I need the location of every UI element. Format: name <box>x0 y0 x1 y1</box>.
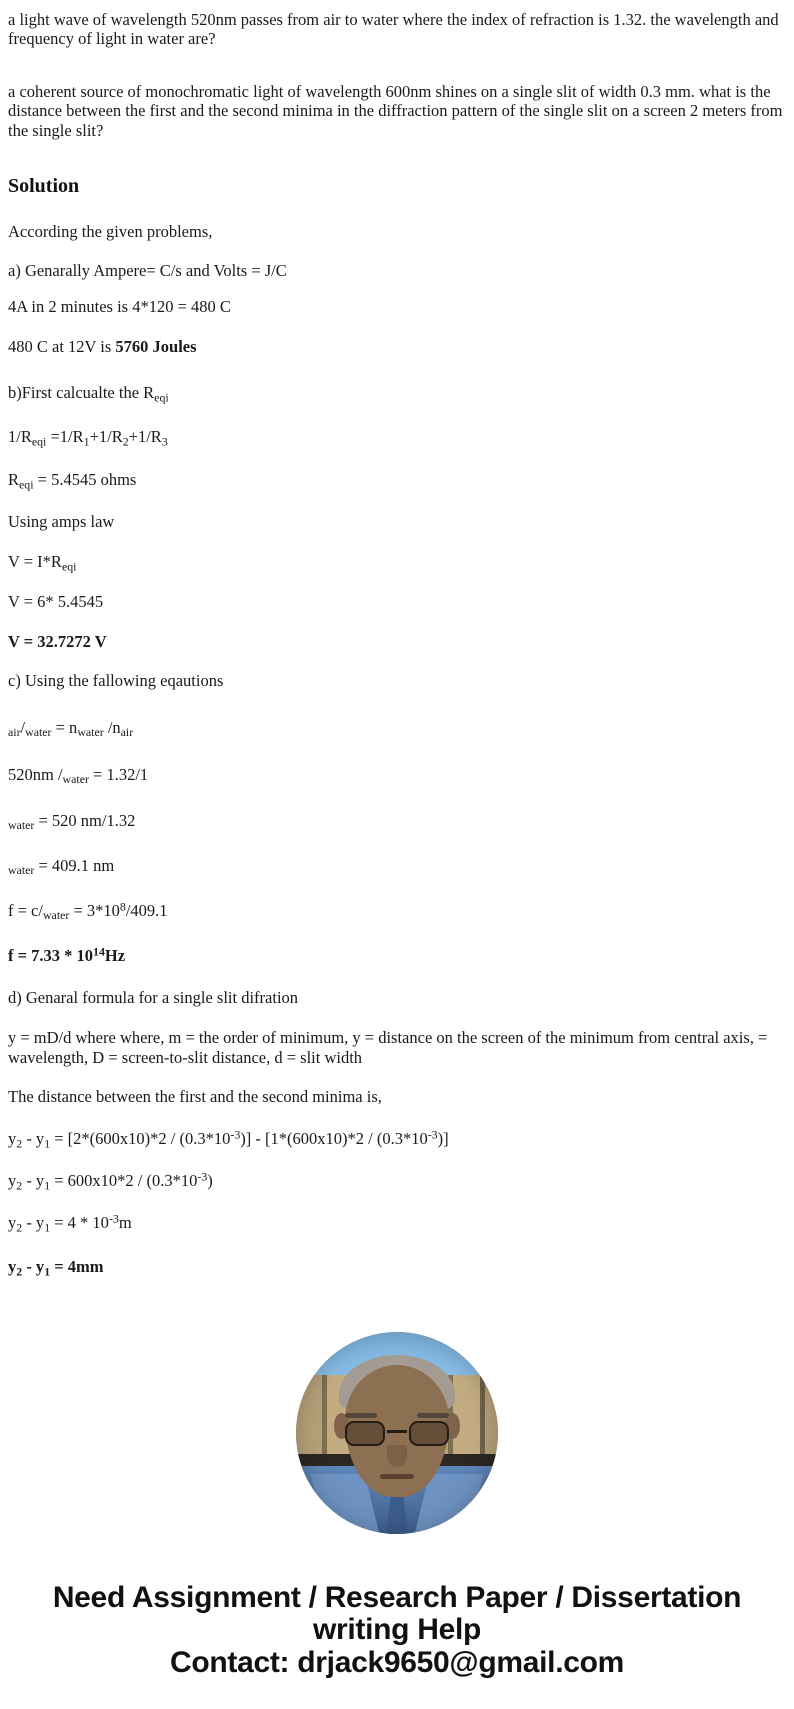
part-a-answer: 5760 Joules <box>115 337 197 357</box>
part-c-equation-2 <box>8 760 786 785</box>
part-a-line-2 <box>8 337 786 357</box>
eq-c5-t2: = 3*10 <box>69 900 120 920</box>
eq-b1-t4: +1/R <box>128 426 162 446</box>
part-c-equation-3 <box>8 806 786 831</box>
eq-c5-t3: /409.1 <box>125 900 168 920</box>
solution-heading: Solution <box>8 174 80 197</box>
part-b-equation-1 <box>8 427 786 447</box>
eq-d-ans-s1: 1 <box>44 1263 51 1278</box>
photo-vignette <box>296 1332 498 1534</box>
question-2: a coherent source of monochromatic light of wavelength 600nm shines on a single slit of width 0.3 mm. what is the distance between the first and the second minima in the diffraction pattern of the single slit on a screen 2 meters from the single slit? <box>8 82 783 140</box>
eq-b1-s3: 2 <box>122 433 129 448</box>
part-d-equation-3 <box>8 1213 786 1233</box>
eq-b1-t1: 1/R <box>8 426 32 446</box>
eq-c-ans-t2: Hz <box>104 946 126 966</box>
footer-advertisement <box>0 1582 794 1708</box>
eq-d3-sup1: -3 <box>108 1211 119 1226</box>
questions-block <box>8 10 786 140</box>
eq-d2-sup1: -3 <box>197 1169 208 1184</box>
part-d-label: d) Genaral formula for a single slit difration <box>8 987 299 1007</box>
part-a-line-2-prefix: 480 C at 12V is <box>8 337 116 357</box>
eq-d1-dash: - y <box>22 1129 45 1149</box>
eq-c1-t1: / <box>20 717 26 737</box>
eq-d2-s2: 2 <box>16 1178 23 1193</box>
eq-d3-s2: 2 <box>16 1220 23 1235</box>
eq-d2-y: y <box>8 1170 17 1190</box>
eq-d2-t1: = 600x10*2 / (0.3*10 <box>50 1170 198 1190</box>
part-d-lead-in: The distance between the first and the second minima is, <box>8 1087 382 1107</box>
eq-d1-sup2: -3 <box>427 1127 438 1142</box>
part-d-equation-2 <box>8 1171 786 1191</box>
eq-c5-sup1: 8 <box>119 899 126 914</box>
eq-b1-s2: 1 <box>83 433 90 448</box>
part-c-label: c) Using the fallowing eqautions <box>8 671 224 691</box>
eq-c2-t2: = 1.32/1 <box>88 764 149 784</box>
part-b-equation-3 <box>8 552 786 572</box>
solution-intro: According the given problems, <box>8 221 213 241</box>
part-a-line-1: 4A in 2 minutes is 4*120 = 480 C <box>8 297 231 317</box>
eq-b2-t1: R <box>8 470 20 490</box>
eq-d-ans-y: y <box>8 1256 17 1276</box>
part-c-equation-1 <box>8 713 786 738</box>
eq-c3-t1: = 520 nm/1.32 <box>34 811 136 831</box>
part-b-intro-text: b)First calcualte the R <box>8 382 155 402</box>
part-c-answer <box>8 946 786 966</box>
eq-c1-s3: water <box>77 725 104 740</box>
part-b-equation-4: V = 6* 5.4545 <box>8 591 104 611</box>
eq-d3-t1: = 4 * 10 <box>50 1212 109 1232</box>
eq-d1-sup1: -3 <box>230 1127 241 1142</box>
part-d-equation-1 <box>8 1129 786 1149</box>
eq-c2-s1: water <box>62 771 89 786</box>
eq-c1-s1: air <box>8 725 21 740</box>
eq-d1-y: y <box>8 1129 17 1149</box>
eq-d3-dash: - y <box>22 1212 45 1232</box>
eq-d1-t3: )] <box>437 1129 449 1149</box>
footer-line-1: Need Assignment / Research Paper / Dissertation <box>52 1581 742 1615</box>
part-b-amps-law: Using amps law <box>8 512 115 532</box>
tutor-portrait-photo <box>296 1332 498 1534</box>
eq-c4-s1: water <box>8 863 35 878</box>
eq-c1-t2: = n <box>51 717 78 737</box>
eq-d-ans-t1: = 4mm <box>50 1256 104 1276</box>
eq-c5-t1: f = c/ <box>8 900 43 920</box>
eq-d-ans-s2: 2 <box>16 1263 23 1278</box>
footer-line-2: writing Help <box>312 1613 482 1647</box>
part-c-equation-5 <box>8 896 786 921</box>
eq-d3-s1: 1 <box>44 1220 51 1235</box>
eq-c1-t3: /n <box>103 717 121 737</box>
footer-contact-email[interactable]: Contact: drjack9650@gmail.com <box>169 1645 625 1679</box>
part-d-answer <box>8 1257 786 1277</box>
part-b-answer: V = 32.7272 V <box>8 631 107 651</box>
eq-d1-t1: = [2*(600x10)*2 / (0.3*10 <box>50 1129 231 1149</box>
eq-d2-dash: - y <box>22 1170 45 1190</box>
eq-d2-s1: 1 <box>44 1178 51 1193</box>
eq-b2-t2: = 5.4545 ohms <box>33 470 137 490</box>
eq-b1-t3: +1/R <box>89 426 123 446</box>
eq-b1-t2: =1/R <box>46 426 84 446</box>
eq-c2-t1: 520nm / <box>8 764 63 784</box>
eq-c3-s1: water <box>8 818 35 833</box>
eq-b3-t1: V = I*R <box>8 552 62 571</box>
eq-b1-s1: eqi <box>31 433 47 448</box>
eq-c1-s4: air <box>120 725 134 740</box>
eq-d1-s2: 2 <box>16 1136 23 1151</box>
eq-b1-s4: 3 <box>161 433 168 448</box>
part-b-intro-subscript: eqi <box>154 390 169 405</box>
eq-b3-s1: eqi <box>61 559 77 574</box>
eq-d3-y: y <box>8 1212 17 1232</box>
part-a-label: a) Genarally Ampere= C/s and Volts = J/C <box>8 261 287 281</box>
question-1: a light wave of wavelength 520nm passes from air to water where the index of refraction is 1.32. the wavelength and frequency of light in water are? <box>8 10 779 49</box>
part-b-equation-2 <box>8 470 786 490</box>
eq-c-ans-t1: f = 7.33 * 10 <box>8 946 94 966</box>
eq-c4-t1: = 409.1 nm <box>34 855 115 875</box>
eq-b2-s1: eqi <box>19 477 34 492</box>
eq-d-ans-dash: - y <box>22 1256 45 1276</box>
eq-d2-t2: ) <box>207 1170 213 1190</box>
part-b-intro <box>8 383 786 403</box>
eq-d1-t2: )] - [1*(600x10)*2 / (0.3*10 <box>240 1129 428 1149</box>
eq-c-ans-sup1: 14 <box>93 944 105 959</box>
eq-c1-s2: water <box>25 725 52 740</box>
eq-d1-s1: 1 <box>44 1136 51 1151</box>
part-d-explanation: y = mD/d where where, m = the order of minimum, y = distance on the screen of the minimum from central axis, = wavelength, D = screen-to-slit distance, d = slit width <box>8 1027 768 1067</box>
eq-c5-s1: water <box>42 907 70 922</box>
portrait-container <box>0 1332 794 1534</box>
part-c-equation-4 <box>8 851 786 876</box>
eq-d3-t2: m <box>118 1212 132 1232</box>
